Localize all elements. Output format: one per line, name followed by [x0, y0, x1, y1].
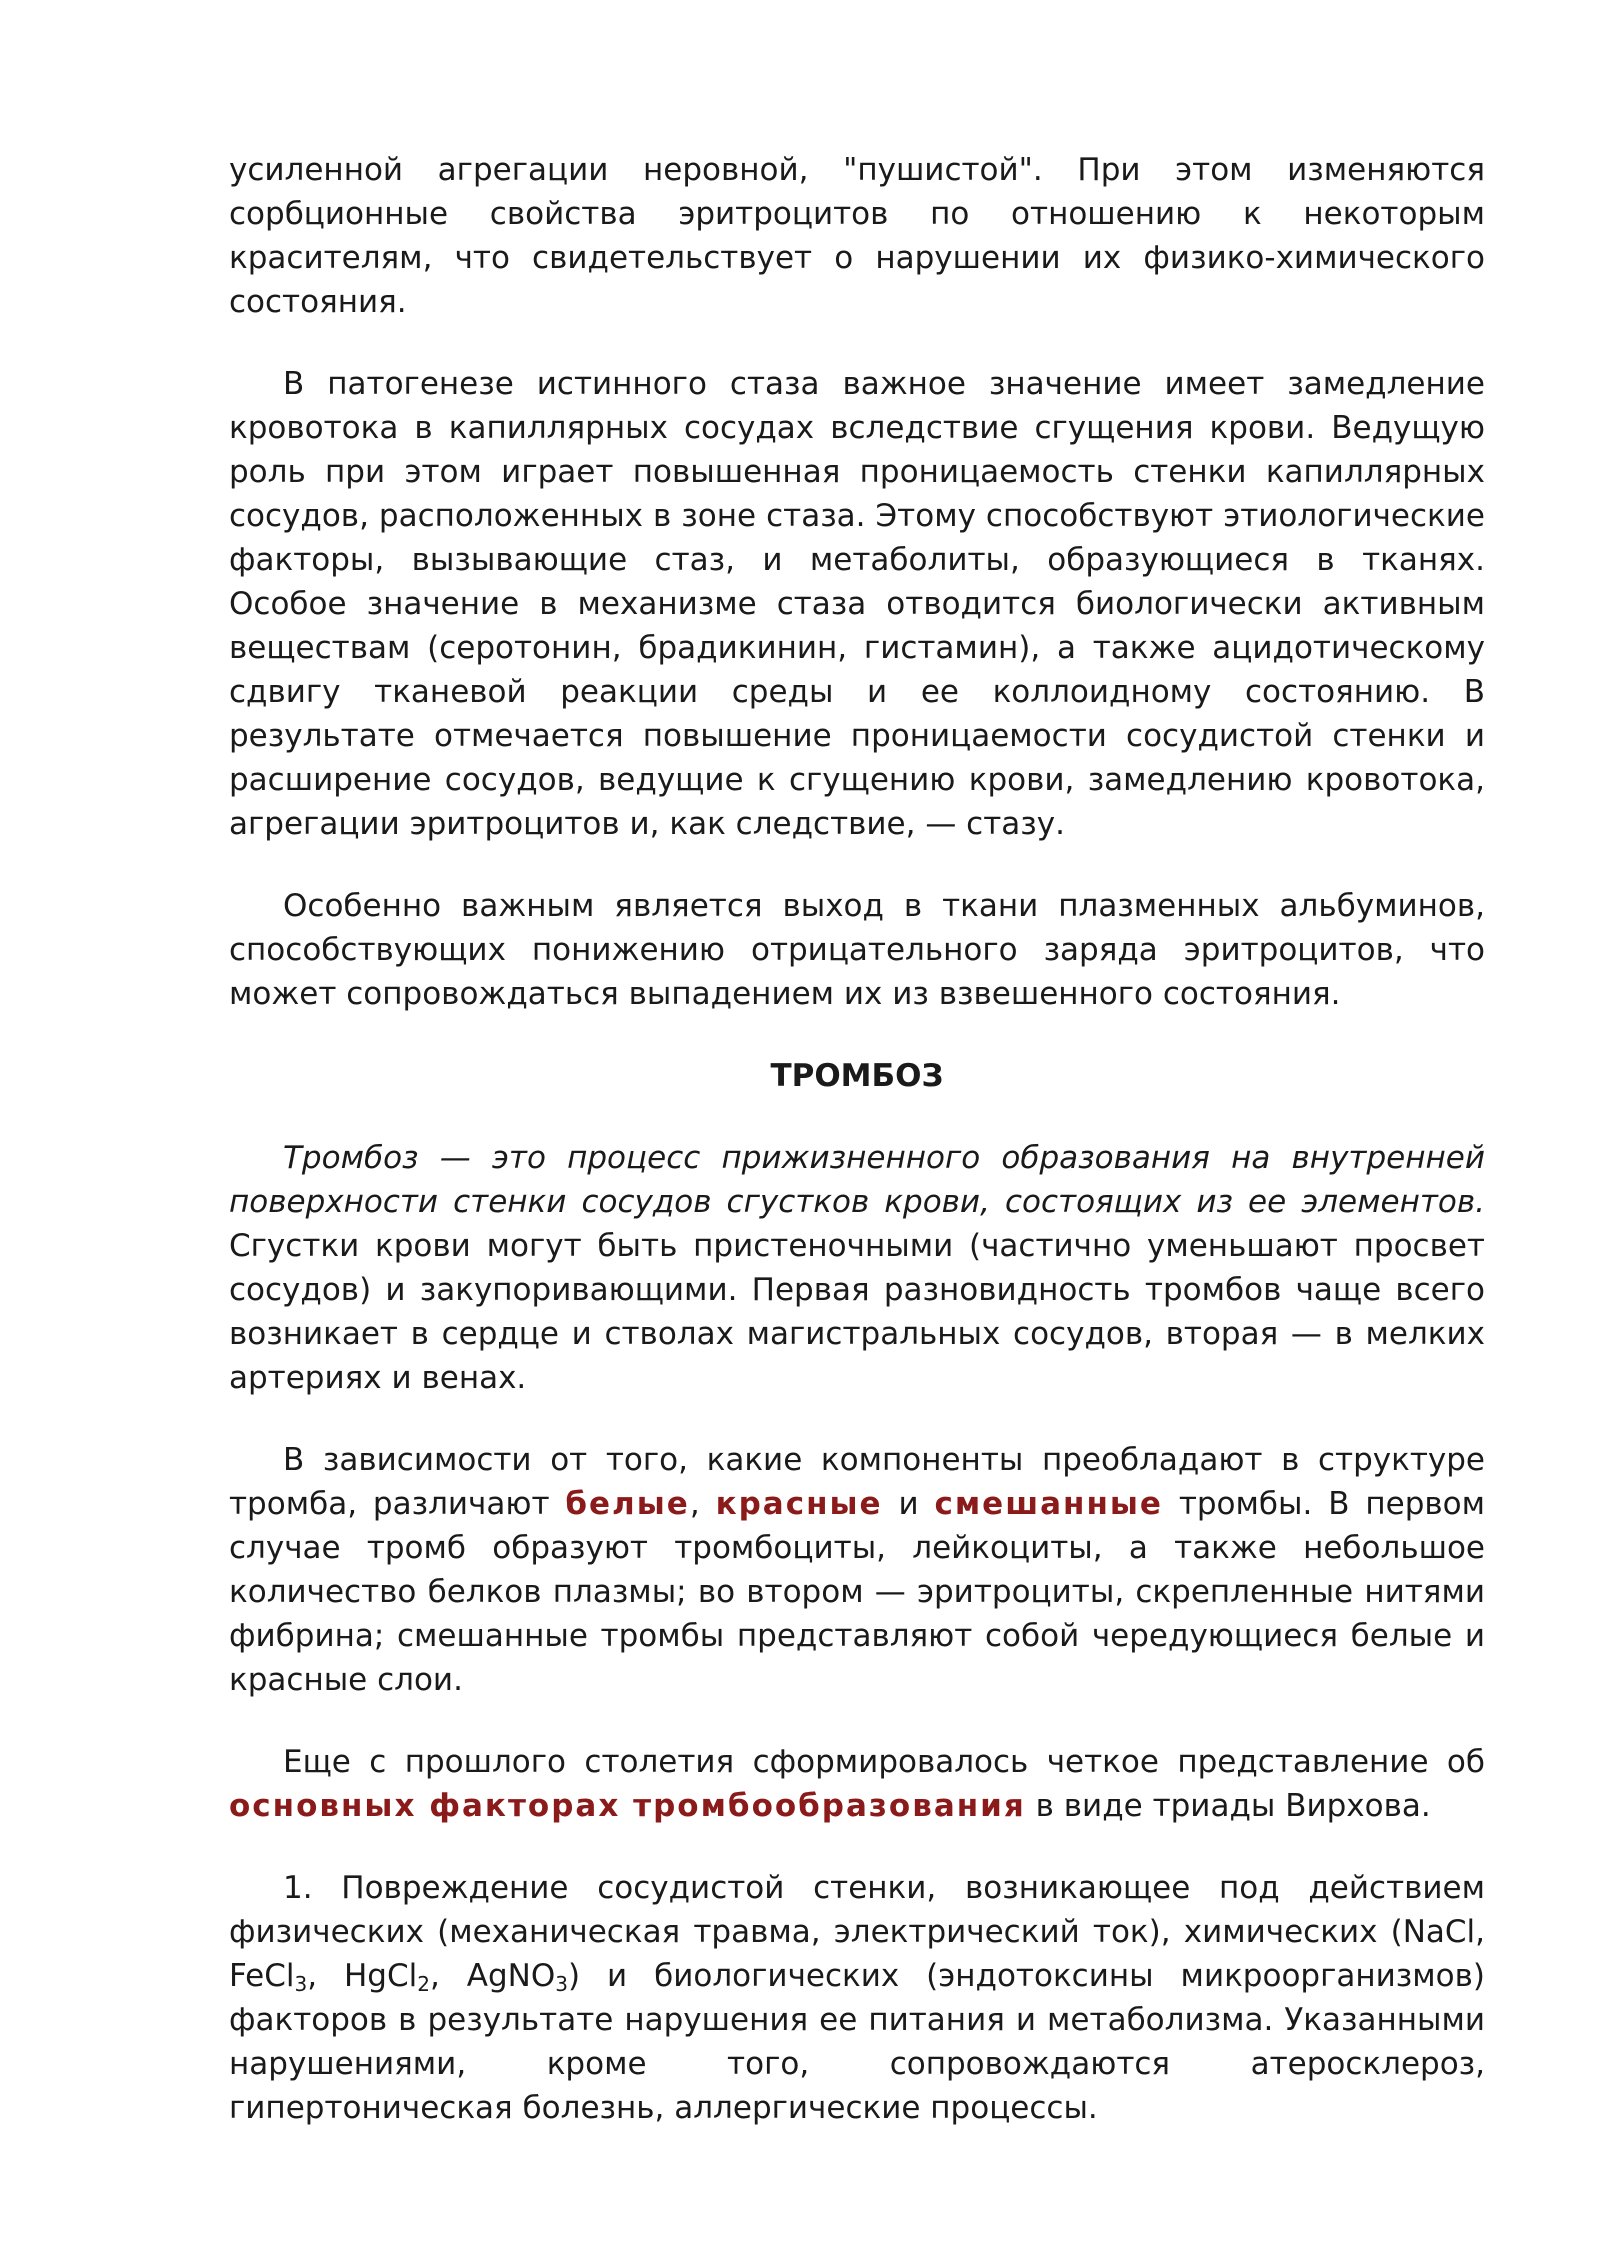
highlight-thrombogenesis-factors: основных факторах тромбообразования: [229, 1788, 1026, 1824]
subscript-fecl3: 3: [294, 1972, 308, 1996]
paragraph-virchow-triad: [229, 1740, 1485, 1828]
subscript-hgcl2: 2: [417, 1972, 430, 1996]
thrombus-types-text-3: и: [882, 1486, 935, 1522]
paragraph-stasis-continuation: усиленной агрегации неровной, "пушистой". При этом изменяются сорбционные свойства эритроцитов по отношению к некоторым красителям, что свидетельствует о нарушении их физико-химического состояния.: [229, 152, 1485, 320]
document-page: [229, 148, 1485, 2130]
damage-text-1: 1. Повреждение сосудистой стенки, возникающее под действием физических (механическая травма, электрический ток), химических (NaCl, FeCl: [229, 1870, 1485, 1994]
highlight-red-thrombi: красные: [715, 1486, 883, 1522]
thrombus-types-text-2: ,: [689, 1486, 716, 1522]
virchow-text-2: в виде триады Вирхова.: [1025, 1788, 1431, 1824]
damage-text-3: , AgNO: [429, 1958, 556, 1994]
subscript-agno3: 3: [555, 1972, 568, 1996]
virchow-text-1: Еще с прошлого столетия сформировалось четкое представление об: [283, 1744, 1485, 1780]
damage-text-2: , HgCl: [307, 1958, 418, 1994]
section-heading-thrombosis: ТРОМБОЗ: [770, 1058, 944, 1094]
paragraph-thrombus-types: [229, 1438, 1485, 1702]
damage-text-4: ) и биологических (эндотоксины микроорганизмов) факторов в результате нарушения ее питания и метаболизма. Указанными нарушениями, кроме того, сопровождаются атеросклероз, гипертоническая болезнь, аллергические процессы.: [229, 1958, 1485, 2126]
thrombosis-definition-text: Тромбоз — это процесс прижизненного образования на внутренней поверхности стенки сосудов сгустков крови, состоящих из ее элементов.: [229, 1140, 1485, 1220]
paragraph-stasis-pathogenesis: В патогенезе истинного стаза важное значение имеет замедление кровотока в капиллярных сосудах вследствие сгущения крови. Ведущую роль при этом играет повышенная проницаемость стенки капиллярных сосудов, расположенных в зоне стаза. Этому способствуют этиологические факторы, вызывающие стаз, и метаболиты, образующиеся в тканях. Особое значение в механизме стаза отводится биологически активным веществам (серотонин, брадикинин, гистамин), а также ацидотическому сдвигу тканевой реакции среды и ее коллоидному состоянию. В результате отмечается повышение проницаемости сосудистой стенки и расширение сосудов, ведущие к сгущению крови, замедлению кровотока, агрегации эритроцитов и, как следствие, — стазу.: [229, 366, 1485, 842]
paragraph-vessel-wall-damage: [229, 1866, 1485, 2130]
paragraph-thrombosis-definition: [229, 1136, 1485, 1400]
thrombosis-description-text: Сгустки крови могут быть пристеночными (частично уменьшают просвет сосудов) и закупоривающими. Первая разновидность тромбов чаще всего возникает в сердце и стволах магистральных сосудов, вторая — в мелких артериях и венах.: [229, 1228, 1485, 1396]
paragraph-albumins: Особенно важным является выход в ткани плазменных альбуминов, способствующих понижению отрицательного заряда эритроцитов, что может сопровождаться выпадением их из взвешенного состояния.: [229, 888, 1485, 1012]
highlight-mixed-thrombi: смешанные: [934, 1486, 1163, 1522]
highlight-white-thrombi: белые: [565, 1486, 690, 1522]
thrombus-types-text-4: тромбы. В первом случае тромб образуют тромбоциты, лейкоциты, а также небольшое количество белков плазмы; во втором — эритроциты, скрепленные нитями фибрина; смешанные тромбы представляют собой чередующиеся белые и красные слои.: [229, 1486, 1485, 1698]
thrombus-types-text-1: В зависимости от того, какие компоненты преобладают в структуре тромба, различают: [229, 1442, 1485, 1522]
